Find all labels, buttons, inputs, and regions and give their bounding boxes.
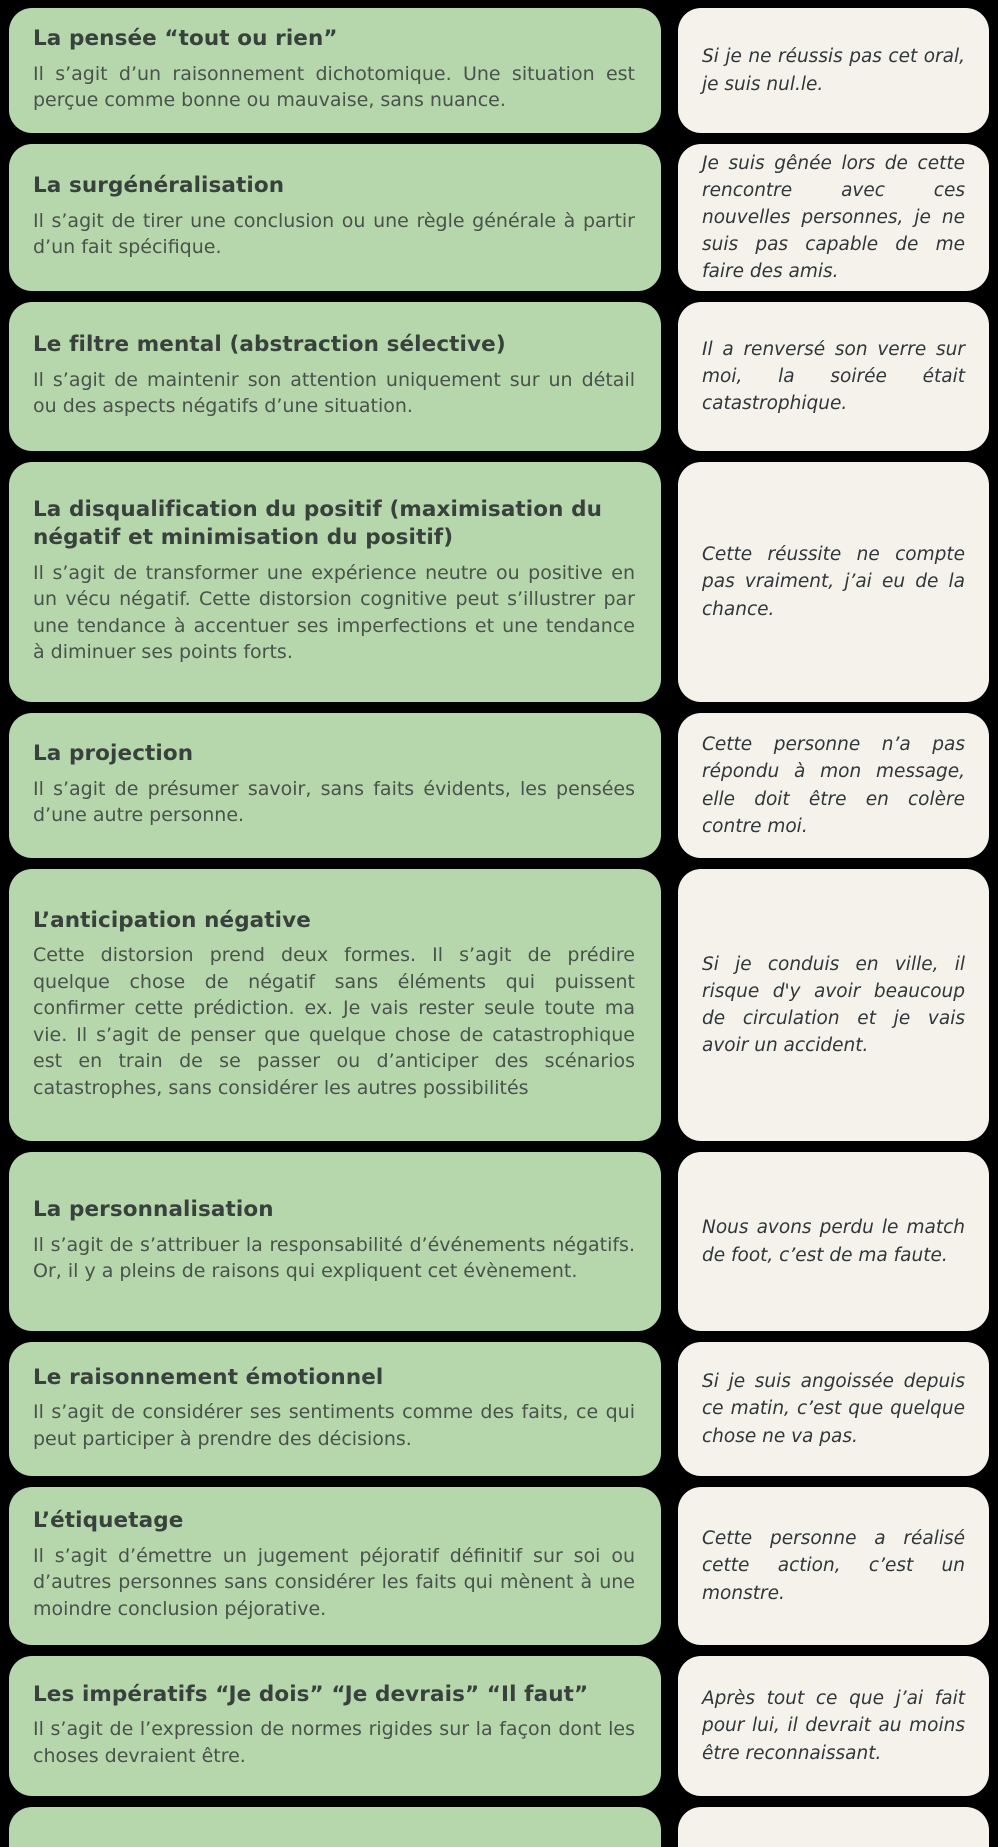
distortion-description: Il s’agit de maintenir son attention uniquement sur un détail ou des aspects négatifs d’une situation. xyxy=(33,368,635,418)
distortion-definition-card xyxy=(9,462,661,702)
distortion-row xyxy=(9,1656,989,1796)
distortion-example-card xyxy=(678,462,989,702)
distortion-title: L’anticipation négative xyxy=(33,907,311,933)
distortion-description: Cette distorsion prend deux formes. Il s’agit de prédire quelque chose de négatif sans éléments qui puissent confirmer cette prédiction. ex. Je vais rester seule toute ma vie. Il s’agit de penser que quelque chose de catastrophique est en train de se passer ou d’anticiper des scénarios catastrophes, sans considérer les autres possibilités xyxy=(33,943,635,1099)
distortion-example-card xyxy=(678,713,989,858)
distortion-description: Il s’agit d’un raisonnement dichotomique. Une situation est perçue comme bonne ou mauvaise, sans nuance. xyxy=(33,62,635,112)
distortion-title: Le raisonnement émotionnel xyxy=(33,1364,384,1390)
distortion-row xyxy=(9,8,989,133)
distortion-title: La projection xyxy=(33,741,194,767)
distortion-title: Les impératifs “Je dois” “Je devrais” “Il faut” xyxy=(33,1681,589,1707)
distortion-title: Le filtre mental (abstraction sélective) xyxy=(33,332,506,358)
distortion-row-partial xyxy=(9,1807,989,1847)
distortion-example-text: Nous avons perdu le match de foot, c’est de ma faute. xyxy=(702,1217,965,1266)
distortion-example-card xyxy=(678,1656,989,1796)
distortion-definition-card xyxy=(9,713,661,858)
distortion-example-text: Il a renversé son verre sur moi, la soirée était catastrophique. xyxy=(702,338,965,415)
distortion-example-text: Cette personne a réalisé cette action, c’est un monstre. xyxy=(702,1528,965,1604)
distortion-example-text: Je suis gênée lors de cette rencontre avec ces nouvelles personnes, je ne suis pas capable de me faire des amis. xyxy=(702,152,965,283)
distortion-description: Il s’agit de transformer une expérience neutre ou positive en un vécu négatif. Cette distorsion cognitive peut s’illustrer par une tendance à accentuer ses imperfections et une tendance à diminuer ses points forts. xyxy=(33,561,635,664)
distortion-row xyxy=(9,1152,989,1331)
distortion-example-text: Après tout ce que j’ai fait pour lui, il devrait au moins être reconnaissant. xyxy=(702,1688,965,1764)
distortion-description: Il s’agit de présumer savoir, sans faits évidents, les pensées d’une autre personne. xyxy=(33,777,635,827)
distortion-definition-card xyxy=(9,1656,661,1796)
distortion-example-card xyxy=(678,8,989,133)
distortion-definition-card xyxy=(9,1807,661,1847)
distortion-definition-card xyxy=(9,869,661,1141)
distortion-row xyxy=(9,462,989,702)
distortion-title: L’étiquetage xyxy=(33,1508,184,1534)
distortion-row xyxy=(9,302,989,451)
distortion-row xyxy=(9,713,989,858)
distortion-example-card xyxy=(678,869,989,1141)
distortion-title: La pensée “tout ou rien” xyxy=(33,26,338,52)
distortion-row xyxy=(9,144,989,291)
distortion-example-card xyxy=(678,1487,989,1645)
distortion-definition-card xyxy=(9,1487,661,1645)
distortion-example-card xyxy=(678,1342,989,1476)
distortion-description: Il s’agit de considérer ses sentiments comme des faits, ce qui peut participer à prendre des décisions. xyxy=(33,1401,635,1450)
distortion-row xyxy=(9,869,989,1141)
distortion-description: Il s’agit de tirer une conclusion ou une règle générale à partir d’un fait spécifique. xyxy=(33,209,635,259)
distortion-title: La disqualification du positif (maximisation du négatif et minimisation du positif) xyxy=(33,496,603,551)
distortion-definition-card xyxy=(9,1342,661,1476)
distortion-example-text: Si je suis angoissée depuis ce matin, c’est que quelque chose ne va pas. xyxy=(702,1371,965,1447)
distortion-title: La personnalisation xyxy=(33,1197,274,1223)
distortion-example-text: Si je ne réussis pas cet oral, je suis nul.le. xyxy=(702,46,965,95)
distortion-example-text: Cette personne n’a pas répondu à mon message, elle doit être en colère contre moi. xyxy=(702,734,965,837)
distortion-title: La surgénéralisation xyxy=(33,173,285,199)
distortion-definition-card xyxy=(9,1152,661,1331)
distortion-definition-card xyxy=(9,8,661,133)
distortion-definition-card xyxy=(9,302,661,451)
distortion-example-text: Cette réussite ne compte pas vraiment, j’ai eu de la chance. xyxy=(702,544,965,620)
distortion-example-text: Si je conduis en ville, il risque d'y avoir beaucoup de circulation et je vais avoir un accident. xyxy=(702,953,965,1057)
distortion-example-card xyxy=(678,144,989,291)
distortion-description: Il s’agit de l’expression de normes rigides sur la façon dont les choses devraient être. xyxy=(33,1718,635,1767)
distortion-row xyxy=(9,1487,989,1645)
distortion-example-card xyxy=(678,1152,989,1331)
distortion-example-card xyxy=(678,1807,989,1847)
distortion-example-card xyxy=(678,302,989,451)
distortion-row xyxy=(9,1342,989,1476)
distortion-description: Il s’agit de s’attribuer la responsabilité d’événements négatifs. Or, il y a pleins de raisons qui expliquent cet évènement. xyxy=(33,1233,635,1283)
distortion-description: Il s’agit d’émettre un jugement péjoratif définitif sur soi ou d’autres personnes sans considérer les faits qui mènent à une moindre conclusion péjorative. xyxy=(33,1544,635,1620)
distortion-definition-card xyxy=(9,144,661,291)
